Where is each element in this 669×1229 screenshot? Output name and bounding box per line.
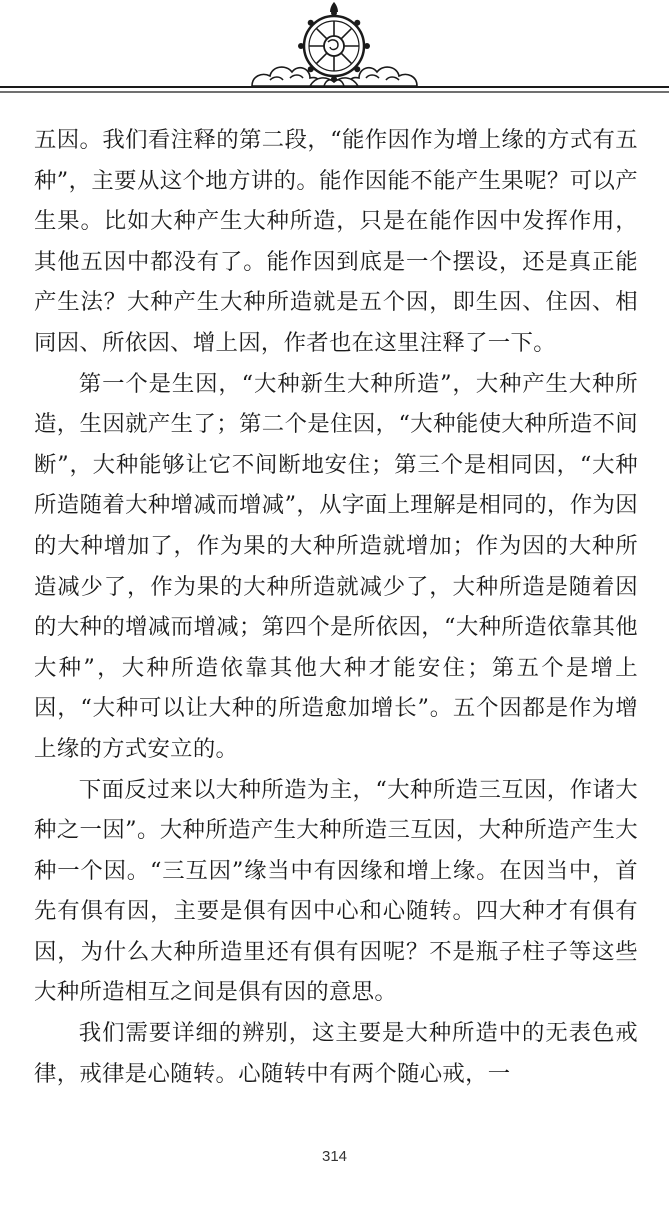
paragraph: 我们需要详细的辨别，这主要是大种所造中的无表色戒律，戒律是心随转。心随转中有两个随心戒，一 bbox=[34, 1020, 638, 1087]
page-header-ornament bbox=[0, 0, 669, 100]
paragraph: 第一个是生因，“大种新生大种所造”，大种产生大种所造，生因就产生了；第二个是住因，“大种能使大种所造不间断”，大种能够让它不间断地安住；第三个是相同因，“大种所造随着大种增减而增减”，从字面上理解是相同的，作为因的大种增加了，作为果的大种所造就增加；作为因的大种所造减少了，作为果的大种所造就减少了，大种所造是随着因的大种的增减而增减；第四个是所依因，“大种所造依靠其他大种”，大种所造依靠其他大种才能安住；第五个是增上因，“大种可以让大种的所造愈加增长”。五个因都是作为增上缘的方式安立的。 bbox=[34, 370, 638, 762]
paragraph: 下面反过来以大种所造为主，“大种所造三互因，作诸大种之一因”。大种所造产生大种所造三互因，大种所造产生大种一个因。“三互因”缘当中有因缘和增上缘。在因当中，首先有俱有因，主要是俱有因中心和心随转。四大种才有俱有因，为什么大种所造里还有俱有因呢？不是瓶子柱子等这些大种所造相互之间是俱有因的意思。 bbox=[34, 776, 638, 1006]
paragraph: 五因。我们看注释的第二段，“能作因作为增上缘的方式有五种”，主要从这个地方讲的。能作因能不能产生果呢？可以产生果。比如大种产生大种所造，只是在能作因中发挥作用，其他五因中都没有了。能作因到底是一个摆设，还是真正能产生法？大种产生大种所造就是五个因，即生因、住因、相同因、所依因、增上因，作者也在这里注释了一下。 bbox=[34, 127, 638, 356]
body-text bbox=[34, 120, 638, 1094]
page-number: 314 bbox=[321, 1148, 348, 1165]
dharma-wheel-icon bbox=[0, 0, 669, 100]
